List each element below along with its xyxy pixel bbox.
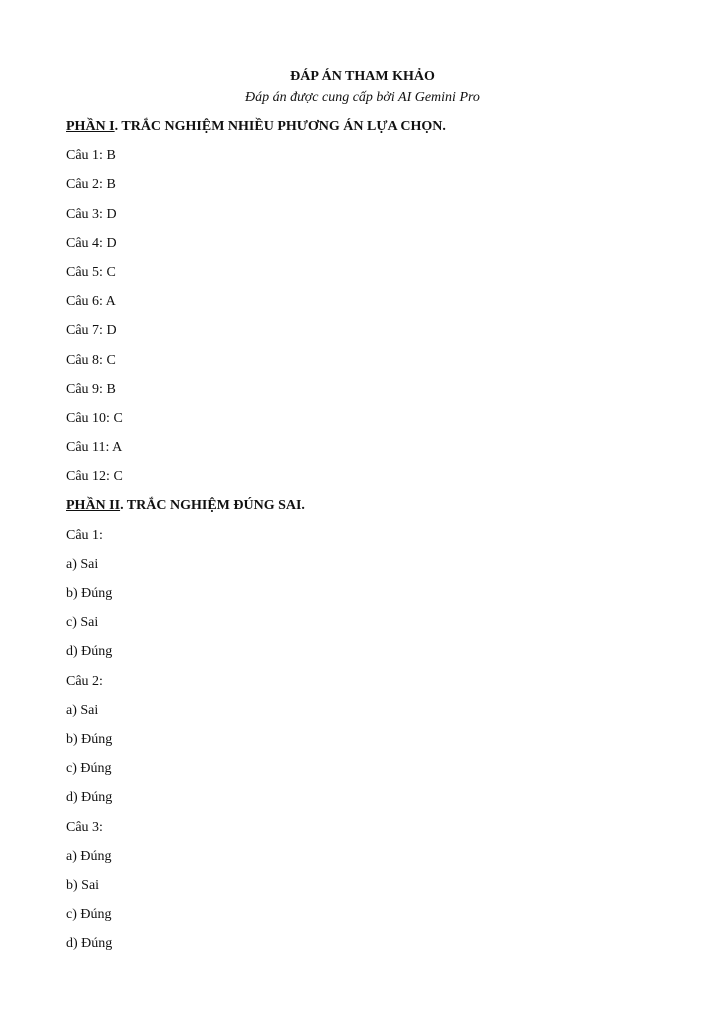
part1-heading-text: . TRẮC NGHIỆM NHIỀU PHƯƠNG ÁN LỰA CHỌN.: [114, 119, 446, 134]
part2-answer-item: b) Đúng: [66, 586, 113, 601]
part1-answer: Câu 1: B: [66, 148, 116, 164]
part2-heading: [66, 495, 666, 524]
part2-question-label: Câu 1:: [66, 527, 103, 543]
part1-answer: Câu 6: A: [66, 294, 116, 310]
part1-answer: Câu 7: D: [66, 323, 117, 339]
answer-content: [66, 116, 666, 962]
part2-answer-item: c) Sai: [66, 615, 99, 631]
part1-answer: Câu 2: B: [66, 177, 116, 193]
part2-heading-label: PHẦN II: [66, 498, 121, 514]
part2-answer-item: c) Đúng: [66, 761, 112, 777]
part2-answer-item: a) Sai: [66, 556, 99, 572]
part2-question-label: Câu 3:: [66, 819, 103, 835]
part1-answer: Câu 9: B: [66, 381, 116, 397]
part1-answer: Câu 8: C: [66, 352, 116, 368]
part1-answer: Câu 12: C: [66, 469, 123, 485]
part2-answer-item: a) Sai: [66, 702, 99, 718]
part2-answer-item: b) Đúng: [66, 731, 113, 747]
part1-answer: Câu 5: C: [66, 264, 116, 280]
page-title: ĐÁP ÁN THAM KHẢO: [290, 69, 435, 84]
part2-answer-item: c) Đúng: [66, 907, 112, 923]
part1-heading-label: PHẦN I: [66, 119, 115, 134]
part1-heading: [66, 116, 666, 145]
part2-answer-item: d) Đúng: [66, 644, 113, 660]
part2-answer-item: d) Đúng: [66, 790, 113, 806]
part1-answer: Câu 11: A: [66, 440, 123, 456]
part2-answer-item: d) Đúng: [66, 936, 113, 952]
part1-answer: Câu 4: D: [66, 235, 117, 251]
page-subtitle: Đáp án được cung cấp bởi AI Gemini Pro: [245, 90, 480, 105]
part2-question-label: Câu 2:: [66, 673, 103, 689]
part1-answer: Câu 3: D: [66, 206, 117, 222]
part1-answer: Câu 10: C: [66, 410, 123, 426]
part2-answer-item: b) Sai: [66, 877, 100, 893]
part2-answer-item: a) Đúng: [66, 848, 112, 864]
part2-heading-text: . TRẮC NGHIỆM ĐÚNG SAI.: [120, 498, 305, 514]
